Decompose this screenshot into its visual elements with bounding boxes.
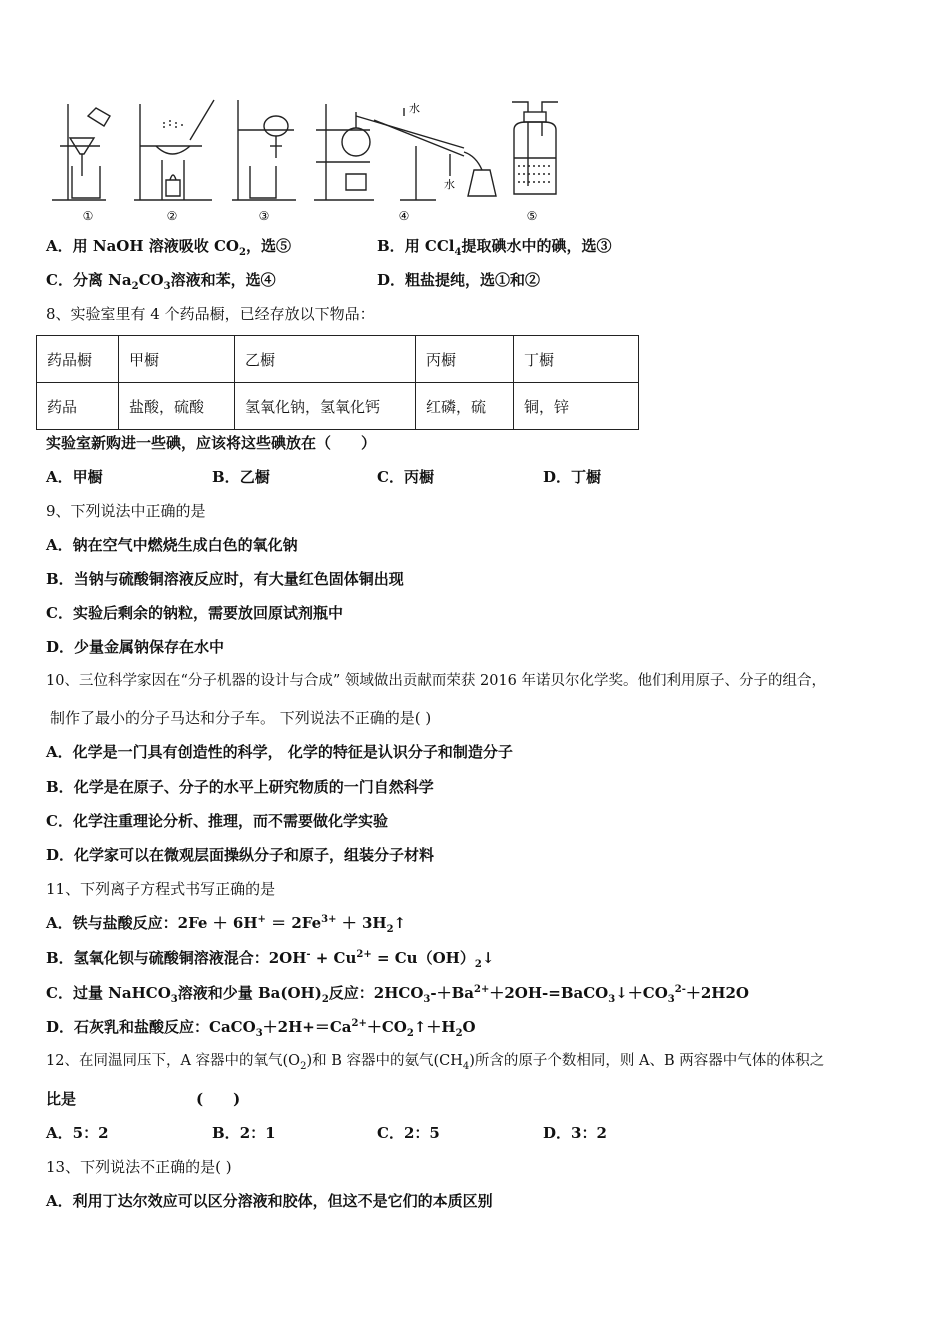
- figure-label-3: ③: [258, 209, 270, 223]
- q12-stem-line-2: 比是: [46, 1090, 77, 1108]
- figure-label-4: ④: [398, 209, 410, 223]
- distillation-apparatus: [314, 104, 496, 200]
- q8-option-b: B．乙橱: [212, 468, 270, 486]
- q12-option-c: C．2：5: [377, 1124, 440, 1142]
- q12-option-a: A．5：2: [46, 1124, 109, 1142]
- q12-option-b: B．2：1: [212, 1124, 276, 1142]
- q12-answer-paren: ( ): [196, 1090, 241, 1108]
- q11-option-d: D．石灰乳和盐酸反应：$CaCO_3+2H+=Ca^{2+}+CO_2↑+H_2O$: [46, 1018, 476, 1039]
- figure-label-1: ①: [82, 209, 94, 223]
- q10-option-b: B．化学是在原子、分子的水平上研究物质的一门自然科学: [46, 778, 434, 796]
- q7-option-c: C．分离 $Na_2CO_3$溶液和苯，选④: [46, 271, 276, 292]
- table-cell: 丙橱: [416, 336, 514, 383]
- table-cell: 甲橱: [119, 336, 235, 383]
- q10-option-a: A．化学是一门具有创造性的科学， 化学的特征是认识分子和制造分子: [46, 743, 513, 761]
- q9-option-c: C．实验后剩余的钠粒，需要放回原试剂瓶中: [46, 604, 343, 622]
- q11-option-b: B．氢氧化钡与硫酸铜溶液混合：$2OH^- + Cu^{2+}$ = $Cu(OH)_2↓$: [46, 949, 495, 970]
- figure-label-2: ②: [166, 209, 178, 223]
- separatory-funnel-apparatus: [232, 100, 296, 200]
- q11-stem: 11、下列离子方程式书写正确的是: [46, 880, 276, 898]
- table-cell: 铜，锌: [514, 383, 639, 430]
- q13-stem: 13、下列说法不正确的是( ): [46, 1158, 232, 1176]
- q11-option-c: C．过量 NaHCO$_3$溶液和少量 $Ba(OH)_2$反应：$2HCO_3-+Ba^{2+}+2OH-=BaCO_3↓+CO_3^{2-}+2H2O$: [46, 984, 749, 1005]
- q12-stem-line-1: 12、在同温同压下，A 容器中的氧气$(O_2)$和 B 容器中的氨气$(CH_4)$所含的原子个数相同，则 A、B 两容器中气体的体积之: [46, 1053, 825, 1072]
- q8-option-c: C．丙橱: [377, 468, 434, 486]
- q8-stem: 8、实验室里有 4 个药品橱，已经存放以下物品：: [46, 305, 375, 323]
- q10-stem-line-1: 10、三位科学家因在“分子机器的设计与合成” 领域做出贡献而荣获 2016 年诺贝尔化学奖。他们利用原子、分子的组合，: [46, 673, 827, 689]
- q10-option-d: D．化学家可以在微观层面操纵分子和原子，组装分子材料: [46, 846, 435, 864]
- q12-option-d: D．3：2: [543, 1124, 607, 1142]
- table-cell: 乙橱: [235, 336, 416, 383]
- q7-option-a: A．用 NaOH 溶液吸收 $CO_2$，选⑤: [46, 237, 291, 258]
- table-cell: 红磷，硫: [416, 383, 514, 430]
- q8-question: 实验室新购进一些碘，应该将这些碘放在（ ）: [46, 434, 377, 452]
- q9-option-d: D．少量金属钠保存在水中: [46, 638, 225, 656]
- table-cell: 药品: [37, 383, 119, 430]
- apparatus-figure: [44, 96, 634, 226]
- table-row: [37, 336, 639, 383]
- table-cell: 氢氧化钠，氢氧化钙: [235, 383, 416, 430]
- q9-stem: 9、下列说法中正确的是: [46, 502, 206, 520]
- q9-option-a: A．钠在空气中燃烧生成白色的氧化钠: [46, 536, 298, 554]
- q11-option-a: A．铁与盐酸反应：$2Fe + 6H^+ = 2Fe^{3+}$ ＋ $3H_2↑$: [46, 914, 407, 935]
- q8-option-a: A．甲橱: [46, 468, 103, 486]
- cabinet-table: [36, 335, 639, 430]
- q13-option-a: A．利用丁达尔效应可以区分溶液和胶体，但这不是它们的本质区别: [46, 1192, 493, 1210]
- table-cell: 丁橱: [514, 336, 639, 383]
- q10-stem-line-2: 制作了最小的分子马达和分子车。 下列说法不正确的是( ): [50, 709, 432, 727]
- table-cell: 盐酸，硫酸: [119, 383, 235, 430]
- evaporation-apparatus: [134, 100, 214, 200]
- q10-option-c: C．化学注重理论分析、推理，而不需要做化学实验: [46, 812, 388, 830]
- filtration-apparatus: [52, 104, 110, 200]
- q7-option-d: D．粗盐提纯，选①和②: [377, 271, 541, 289]
- q7-option-b: B．用 CCl$_4$提取碘水中的碘，选③: [377, 237, 612, 258]
- figure-label-5: ⑤: [526, 209, 538, 223]
- water-in-label: 水: [444, 178, 455, 191]
- q8-option-d: D．丁橱: [543, 468, 602, 486]
- water-out-label: 水: [409, 102, 420, 115]
- table-row: [37, 383, 639, 430]
- q9-option-b: B．当钠与硫酸铜溶液反应时，有大量红色固体铜出现: [46, 570, 404, 588]
- gas-washing-bottle: [512, 102, 558, 194]
- table-cell: 药品橱: [37, 336, 119, 383]
